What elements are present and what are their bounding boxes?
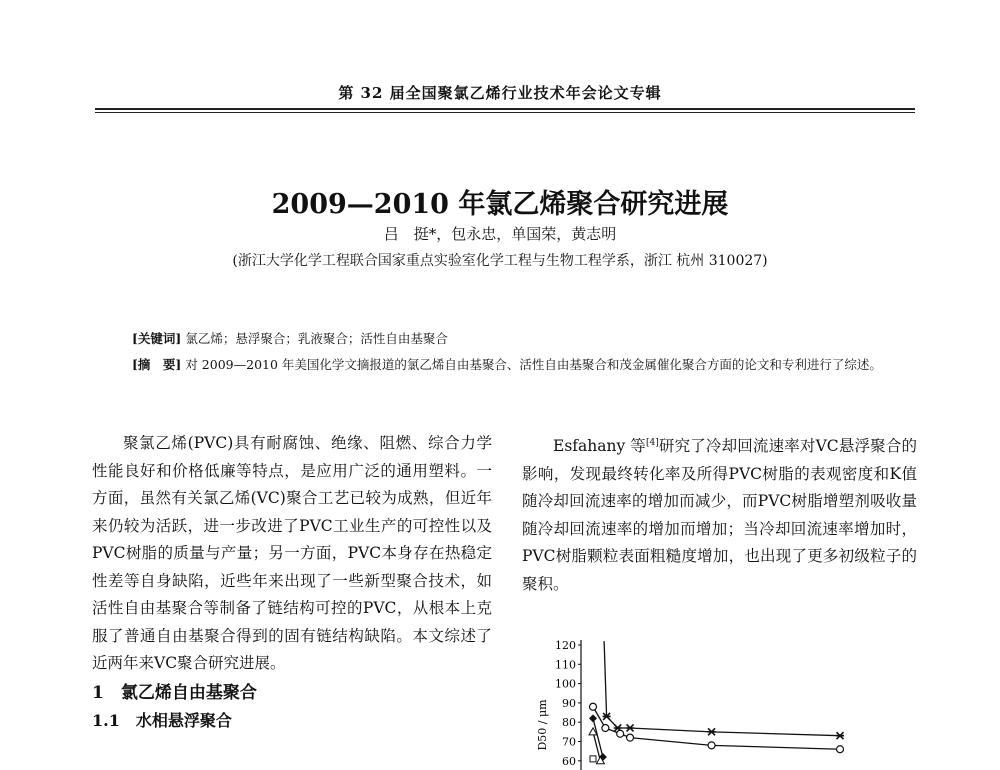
affiliation: (浙江大学化学工程联合国家重点实验室化学工程与生物工程学系，浙江 杭州 310027) (232, 253, 768, 269)
marker-circle (708, 742, 715, 749)
paper-title: 2009—2010 年氯乙烯聚合研究进展 (271, 189, 729, 220)
authors: 吕 挺*，包永忠，单国荣，黄志明 (383, 225, 617, 243)
marker-cross (626, 724, 634, 731)
citation: [4] (645, 438, 659, 448)
abstract (132, 352, 892, 378)
marker-cross (836, 732, 844, 739)
text: Esfahany 等 (553, 437, 646, 456)
intro-paragraph: 聚氯乙烯(PVC)具有耐腐蚀、绝缘、阻燃、综合力学性能良好和价格低廉等特点，是应用广泛的通用塑料。一方面，虽然有关氯乙烯(VC)聚合工艺已较为成熟，但近年来仍较为活跃，进一步改进了PVC工业生产的可控性以及PVC树脂的质量与产量；另一方面，PVC本身存在热稳定性差等自身缺陷，近些年来出现了一些新型聚合技术，如活性自由基聚合等制备了链结构可控的PVC，从根本上克服了普通自由基聚合得到的固有链结构缺陷。本文综述了近两年来VC聚合研究进展。 (92, 434, 492, 672)
header-rule-thin (95, 112, 915, 113)
text: 研究了冷却回流速率对VC悬浮聚合的影响，发现最终转化率及所得PVC树脂的表观密度和K值随冷却回流速率的增加而减少，而PVC树脂增塑剂吸收量随冷却回流速率的增加而增加；当冷却回流速率增加时，PVC树脂颗粒表面粗糙度增加，也出现了更多初级粒子的聚积。 (522, 437, 917, 593)
right-column (522, 430, 917, 598)
marker-diamond (589, 714, 597, 722)
right-paragraph (522, 430, 917, 598)
y-tick-label: 100 (555, 677, 576, 691)
marker-circle (627, 734, 634, 741)
series-line-cross (604, 641, 840, 736)
marker-circle (590, 703, 597, 710)
y-tick-label: 60 (562, 754, 576, 768)
marker-circle (837, 746, 844, 753)
header-rule (95, 108, 915, 110)
y-tick-label: 70 (562, 735, 576, 749)
d50-chart (500, 630, 900, 770)
section-heading: 1 氯乙烯自由基聚合 (92, 682, 257, 703)
y-tick-label: 110 (555, 658, 576, 672)
marker-circle (602, 724, 609, 731)
left-column (92, 430, 492, 735)
abstract-text: 对 2009—2010 年美国化学文摘报道的氯乙烯自由基聚合、活性自由基聚合和茂金属催化聚合方面的论文和专利进行了综述。 (185, 357, 882, 372)
subsection-heading: 1.1 水相悬浮聚合 (92, 711, 232, 730)
y-axis-label: D50 / μm (536, 699, 549, 751)
marker-cross (708, 728, 716, 735)
keywords (132, 326, 892, 352)
y-tick-label: 90 (562, 696, 576, 710)
running-header: 第 32 届全国聚氯乙烯行业技术年会论文专辑 (338, 84, 662, 102)
marker-square (590, 756, 596, 762)
y-tick-label: 120 (555, 639, 576, 652)
marker-circle (617, 730, 624, 737)
y-tick-label: 80 (562, 716, 576, 730)
keywords-label: [关键词] (132, 331, 182, 346)
abstract-label: [摘 要] (132, 357, 182, 372)
keywords-text: 氯乙烯；悬浮聚合；乳液聚合；活性自由基聚合 (185, 331, 448, 346)
